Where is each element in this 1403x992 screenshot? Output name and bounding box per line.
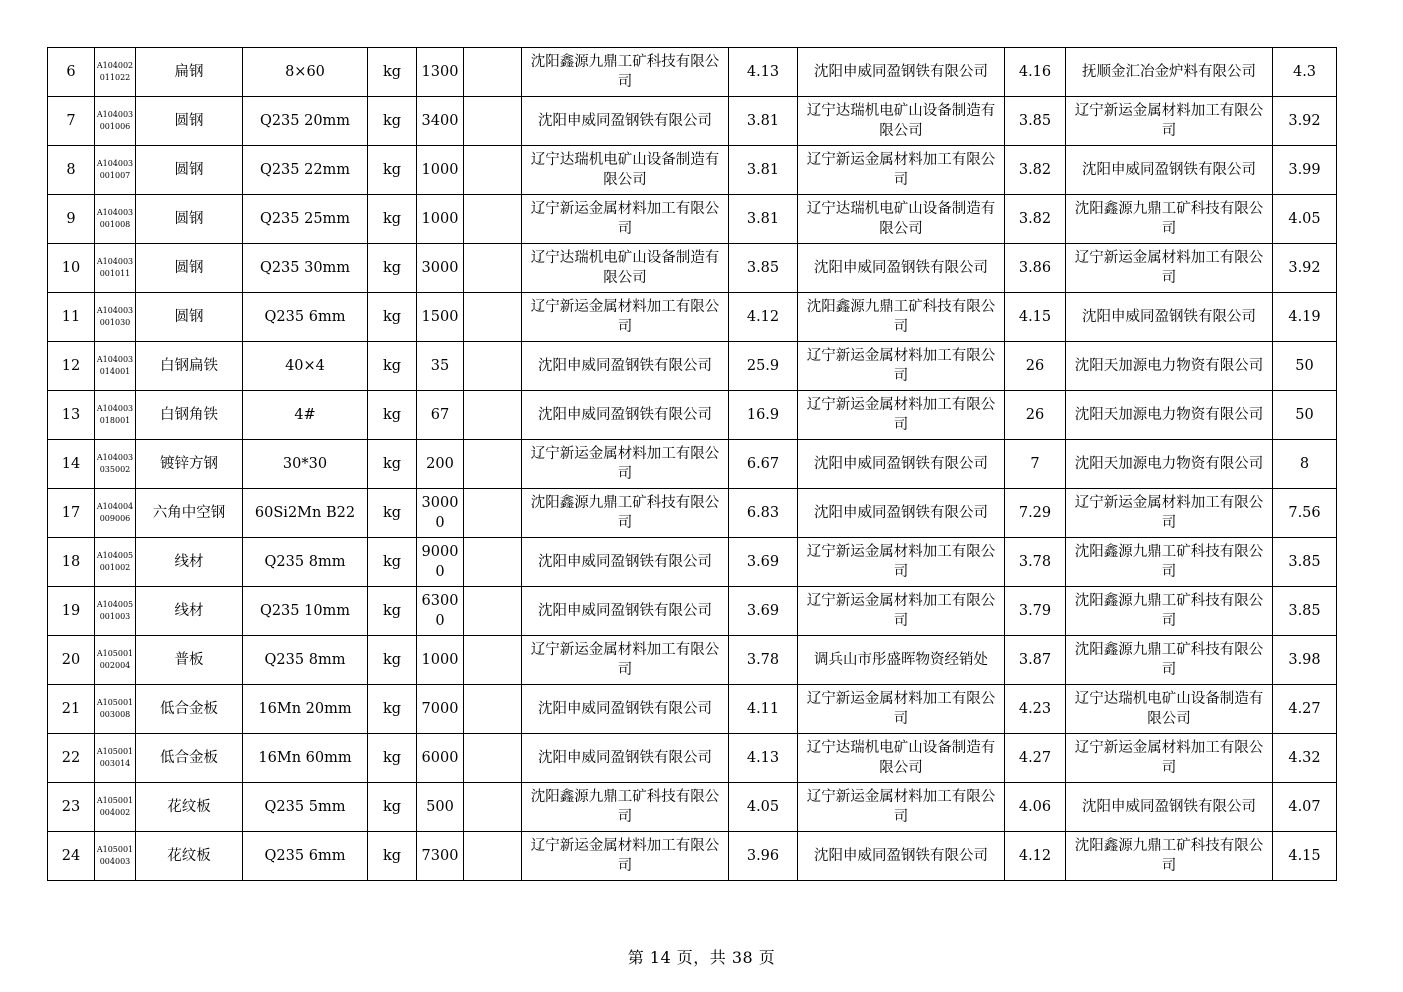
unit-cell: kg bbox=[368, 293, 417, 342]
item-code-cell: A104003035002 bbox=[95, 440, 136, 489]
item-name-cell: 花纹板 bbox=[136, 832, 243, 881]
price-3-cell: 4.32 bbox=[1273, 734, 1337, 783]
empty-cell bbox=[464, 832, 522, 881]
spec-cell: Q235 8mm bbox=[243, 538, 368, 587]
unit-cell: kg bbox=[368, 440, 417, 489]
price-1-cell: 3.81 bbox=[729, 146, 798, 195]
supplier-3-cell: 辽宁新运金属材料加工有限公司 bbox=[1066, 244, 1273, 293]
spec-cell: 40×4 bbox=[243, 342, 368, 391]
price-3-cell: 3.85 bbox=[1273, 587, 1337, 636]
table-row bbox=[48, 734, 1337, 783]
empty-cell bbox=[464, 538, 522, 587]
supplier-1-cell: 辽宁新运金属材料加工有限公司 bbox=[522, 832, 729, 881]
price-1-cell: 3.81 bbox=[729, 97, 798, 146]
item-name-cell: 圆钢 bbox=[136, 195, 243, 244]
price-1-cell: 6.67 bbox=[729, 440, 798, 489]
page-number: 第 14 页，共 38 页 bbox=[627, 948, 776, 967]
supplier-3-cell: 抚顺金汇冶金炉料有限公司 bbox=[1066, 48, 1273, 97]
item-name-cell: 镀锌方钢 bbox=[136, 440, 243, 489]
price-3-cell: 4.19 bbox=[1273, 293, 1337, 342]
price-3-cell: 8 bbox=[1273, 440, 1337, 489]
item-name-cell: 低合金板 bbox=[136, 685, 243, 734]
supplier-2-cell: 辽宁新运金属材料加工有限公司 bbox=[798, 783, 1005, 832]
price-1-cell: 25.9 bbox=[729, 342, 798, 391]
supplier-3-cell: 沈阳天加源电力物资有限公司 bbox=[1066, 391, 1273, 440]
supplier-3-cell: 辽宁达瑞机电矿山设备制造有限公司 bbox=[1066, 685, 1273, 734]
item-name-cell: 低合金板 bbox=[136, 734, 243, 783]
price-2-cell: 3.78 bbox=[1005, 538, 1066, 587]
empty-cell bbox=[464, 489, 522, 538]
price-1-cell: 3.81 bbox=[729, 195, 798, 244]
table-row bbox=[48, 342, 1337, 391]
row-number-cell: 7 bbox=[48, 97, 95, 146]
row-number-cell: 24 bbox=[48, 832, 95, 881]
supplier-3-cell: 沈阳天加源电力物资有限公司 bbox=[1066, 342, 1273, 391]
quantity-cell: 7300 bbox=[417, 832, 464, 881]
price-2-cell: 3.86 bbox=[1005, 244, 1066, 293]
spec-cell: Q235 5mm bbox=[243, 783, 368, 832]
empty-cell bbox=[464, 734, 522, 783]
supplier-2-cell: 沈阳申威同盈钢铁有限公司 bbox=[798, 48, 1005, 97]
price-3-cell: 50 bbox=[1273, 342, 1337, 391]
price-2-cell: 4.06 bbox=[1005, 783, 1066, 832]
table-row bbox=[48, 195, 1337, 244]
table-row bbox=[48, 293, 1337, 342]
supplier-3-cell: 沈阳鑫源九鼎工矿科技有限公司 bbox=[1066, 636, 1273, 685]
quantity-cell: 500 bbox=[417, 783, 464, 832]
item-name-cell: 白钢扁铁 bbox=[136, 342, 243, 391]
quantity-cell: 1000 bbox=[417, 636, 464, 685]
row-number-cell: 14 bbox=[48, 440, 95, 489]
spec-cell: 4# bbox=[243, 391, 368, 440]
supplier-1-cell: 沈阳鑫源九鼎工矿科技有限公司 bbox=[522, 48, 729, 97]
table-row bbox=[48, 636, 1337, 685]
item-code-cell: A104005001002 bbox=[95, 538, 136, 587]
price-2-cell: 3.85 bbox=[1005, 97, 1066, 146]
supplier-2-cell: 辽宁新运金属材料加工有限公司 bbox=[798, 538, 1005, 587]
price-2-cell: 26 bbox=[1005, 342, 1066, 391]
quantity-cell: 7000 bbox=[417, 685, 464, 734]
price-2-cell: 4.23 bbox=[1005, 685, 1066, 734]
price-3-cell: 50 bbox=[1273, 391, 1337, 440]
supplier-1-cell: 辽宁新运金属材料加工有限公司 bbox=[522, 636, 729, 685]
spec-cell: 60Si2Mn B22 bbox=[243, 489, 368, 538]
price-1-cell: 3.69 bbox=[729, 587, 798, 636]
table-row bbox=[48, 538, 1337, 587]
spec-cell: 8×60 bbox=[243, 48, 368, 97]
price-3-cell: 3.99 bbox=[1273, 146, 1337, 195]
quantity-cell: 1500 bbox=[417, 293, 464, 342]
unit-cell: kg bbox=[368, 685, 417, 734]
item-code-cell: A104003001011 bbox=[95, 244, 136, 293]
row-number-cell: 23 bbox=[48, 783, 95, 832]
item-name-cell: 线材 bbox=[136, 587, 243, 636]
quantity-cell: 67 bbox=[417, 391, 464, 440]
unit-cell: kg bbox=[368, 636, 417, 685]
supplier-3-cell: 沈阳天加源电力物资有限公司 bbox=[1066, 440, 1273, 489]
item-code-cell: A104005001003 bbox=[95, 587, 136, 636]
unit-cell: kg bbox=[368, 832, 417, 881]
unit-cell: kg bbox=[368, 391, 417, 440]
quantity-cell: 63000 bbox=[417, 587, 464, 636]
quantity-cell: 35 bbox=[417, 342, 464, 391]
table-row bbox=[48, 587, 1337, 636]
item-code-cell: A104003001007 bbox=[95, 146, 136, 195]
item-code-cell: A105001004003 bbox=[95, 832, 136, 881]
row-number-cell: 12 bbox=[48, 342, 95, 391]
empty-cell bbox=[464, 685, 522, 734]
supplier-1-cell: 沈阳申威同盈钢铁有限公司 bbox=[522, 685, 729, 734]
row-number-cell: 6 bbox=[48, 48, 95, 97]
supplier-2-cell: 辽宁新运金属材料加工有限公司 bbox=[798, 146, 1005, 195]
empty-cell bbox=[464, 391, 522, 440]
supplier-1-cell: 沈阳鑫源九鼎工矿科技有限公司 bbox=[522, 783, 729, 832]
item-code-cell: A104003014001 bbox=[95, 342, 136, 391]
supplier-3-cell: 沈阳鑫源九鼎工矿科技有限公司 bbox=[1066, 538, 1273, 587]
price-3-cell: 4.05 bbox=[1273, 195, 1337, 244]
price-2-cell: 4.15 bbox=[1005, 293, 1066, 342]
supplier-2-cell: 沈阳申威同盈钢铁有限公司 bbox=[798, 489, 1005, 538]
item-code-cell: A104003018001 bbox=[95, 391, 136, 440]
item-name-cell: 圆钢 bbox=[136, 146, 243, 195]
supplier-1-cell: 沈阳申威同盈钢铁有限公司 bbox=[522, 734, 729, 783]
spec-cell: 16Mn 20mm bbox=[243, 685, 368, 734]
price-3-cell: 4.27 bbox=[1273, 685, 1337, 734]
supplier-3-cell: 沈阳申威同盈钢铁有限公司 bbox=[1066, 293, 1273, 342]
item-name-cell: 普板 bbox=[136, 636, 243, 685]
table-row bbox=[48, 832, 1337, 881]
unit-cell: kg bbox=[368, 244, 417, 293]
supplier-2-cell: 辽宁新运金属材料加工有限公司 bbox=[798, 587, 1005, 636]
row-number-cell: 9 bbox=[48, 195, 95, 244]
row-number-cell: 13 bbox=[48, 391, 95, 440]
empty-cell bbox=[464, 244, 522, 293]
supplier-1-cell: 沈阳申威同盈钢铁有限公司 bbox=[522, 587, 729, 636]
supplier-1-cell: 沈阳申威同盈钢铁有限公司 bbox=[522, 342, 729, 391]
price-2-cell: 3.79 bbox=[1005, 587, 1066, 636]
supplier-1-cell: 辽宁达瑞机电矿山设备制造有限公司 bbox=[522, 146, 729, 195]
empty-cell bbox=[464, 293, 522, 342]
empty-cell bbox=[464, 783, 522, 832]
empty-cell bbox=[464, 342, 522, 391]
supplier-3-cell: 沈阳鑫源九鼎工矿科技有限公司 bbox=[1066, 195, 1273, 244]
supplier-2-cell: 沈阳申威同盈钢铁有限公司 bbox=[798, 440, 1005, 489]
item-name-cell: 花纹板 bbox=[136, 783, 243, 832]
unit-cell: kg bbox=[368, 538, 417, 587]
item-code-cell: A105001004002 bbox=[95, 783, 136, 832]
supplier-2-cell: 辽宁达瑞机电矿山设备制造有限公司 bbox=[798, 97, 1005, 146]
quantity-cell: 30000 bbox=[417, 489, 464, 538]
table-row bbox=[48, 489, 1337, 538]
row-number-cell: 20 bbox=[48, 636, 95, 685]
price-2-cell: 4.12 bbox=[1005, 832, 1066, 881]
item-name-cell: 圆钢 bbox=[136, 244, 243, 293]
table-row bbox=[48, 440, 1337, 489]
row-number-cell: 11 bbox=[48, 293, 95, 342]
quantity-cell: 200 bbox=[417, 440, 464, 489]
price-1-cell: 3.85 bbox=[729, 244, 798, 293]
empty-cell bbox=[464, 146, 522, 195]
price-2-cell: 3.82 bbox=[1005, 195, 1066, 244]
spec-cell: Q235 22mm bbox=[243, 146, 368, 195]
quantity-cell: 1000 bbox=[417, 146, 464, 195]
table-row bbox=[48, 244, 1337, 293]
price-3-cell: 3.98 bbox=[1273, 636, 1337, 685]
price-3-cell: 3.92 bbox=[1273, 244, 1337, 293]
price-3-cell: 4.07 bbox=[1273, 783, 1337, 832]
row-number-cell: 10 bbox=[48, 244, 95, 293]
quantity-cell: 90000 bbox=[417, 538, 464, 587]
price-3-cell: 3.92 bbox=[1273, 97, 1337, 146]
item-name-cell: 线材 bbox=[136, 538, 243, 587]
price-2-cell: 7 bbox=[1005, 440, 1066, 489]
table-row bbox=[48, 783, 1337, 832]
unit-cell: kg bbox=[368, 48, 417, 97]
quantity-cell: 3000 bbox=[417, 244, 464, 293]
price-3-cell: 4.15 bbox=[1273, 832, 1337, 881]
supplier-3-cell: 沈阳鑫源九鼎工矿科技有限公司 bbox=[1066, 587, 1273, 636]
supplier-2-cell: 沈阳鑫源九鼎工矿科技有限公司 bbox=[798, 293, 1005, 342]
item-name-cell: 六角中空钢 bbox=[136, 489, 243, 538]
supplier-2-cell: 辽宁达瑞机电矿山设备制造有限公司 bbox=[798, 734, 1005, 783]
supplier-1-cell: 辽宁新运金属材料加工有限公司 bbox=[522, 195, 729, 244]
spec-cell: Q235 30mm bbox=[243, 244, 368, 293]
price-2-cell: 7.29 bbox=[1005, 489, 1066, 538]
table-row bbox=[48, 97, 1337, 146]
unit-cell: kg bbox=[368, 734, 417, 783]
quantity-cell: 1000 bbox=[417, 195, 464, 244]
price-2-cell: 26 bbox=[1005, 391, 1066, 440]
supplier-1-cell: 沈阳申威同盈钢铁有限公司 bbox=[522, 538, 729, 587]
item-name-cell: 白钢角铁 bbox=[136, 391, 243, 440]
price-2-cell: 4.16 bbox=[1005, 48, 1066, 97]
unit-cell: kg bbox=[368, 97, 417, 146]
supplier-3-cell: 辽宁新运金属材料加工有限公司 bbox=[1066, 734, 1273, 783]
table-body bbox=[48, 48, 1337, 881]
price-3-cell: 3.85 bbox=[1273, 538, 1337, 587]
item-name-cell: 圆钢 bbox=[136, 293, 243, 342]
spec-cell: Q235 6mm bbox=[243, 832, 368, 881]
item-code-cell: A105001003008 bbox=[95, 685, 136, 734]
table-row bbox=[48, 391, 1337, 440]
supplier-2-cell: 沈阳申威同盈钢铁有限公司 bbox=[798, 832, 1005, 881]
row-number-cell: 18 bbox=[48, 538, 95, 587]
price-1-cell: 3.78 bbox=[729, 636, 798, 685]
price-1-cell: 4.12 bbox=[729, 293, 798, 342]
row-number-cell: 17 bbox=[48, 489, 95, 538]
supplier-1-cell: 辽宁新运金属材料加工有限公司 bbox=[522, 293, 729, 342]
price-3-cell: 7.56 bbox=[1273, 489, 1337, 538]
supplier-1-cell: 沈阳申威同盈钢铁有限公司 bbox=[522, 391, 729, 440]
unit-cell: kg bbox=[368, 489, 417, 538]
spec-cell: 30*30 bbox=[243, 440, 368, 489]
item-code-cell: A104002011022 bbox=[95, 48, 136, 97]
price-1-cell: 4.05 bbox=[729, 783, 798, 832]
spec-cell: Q235 20mm bbox=[243, 97, 368, 146]
price-1-cell: 16.9 bbox=[729, 391, 798, 440]
quotation-table bbox=[47, 47, 1337, 881]
supplier-1-cell: 沈阳申威同盈钢铁有限公司 bbox=[522, 97, 729, 146]
price-1-cell: 3.96 bbox=[729, 832, 798, 881]
empty-cell bbox=[464, 195, 522, 244]
item-code-cell: A105001002004 bbox=[95, 636, 136, 685]
price-2-cell: 3.82 bbox=[1005, 146, 1066, 195]
supplier-2-cell: 辽宁新运金属材料加工有限公司 bbox=[798, 685, 1005, 734]
item-code-cell: A104003001008 bbox=[95, 195, 136, 244]
supplier-3-cell: 辽宁新运金属材料加工有限公司 bbox=[1066, 489, 1273, 538]
spec-cell: 16Mn 60mm bbox=[243, 734, 368, 783]
supplier-2-cell: 调兵山市彤盛晖物资经销处 bbox=[798, 636, 1005, 685]
row-number-cell: 21 bbox=[48, 685, 95, 734]
quantity-cell: 1300 bbox=[417, 48, 464, 97]
supplier-1-cell: 辽宁达瑞机电矿山设备制造有限公司 bbox=[522, 244, 729, 293]
supplier-3-cell: 沈阳申威同盈钢铁有限公司 bbox=[1066, 783, 1273, 832]
item-name-cell: 扁钢 bbox=[136, 48, 243, 97]
quantity-cell: 3400 bbox=[417, 97, 464, 146]
price-1-cell: 4.13 bbox=[729, 734, 798, 783]
unit-cell: kg bbox=[368, 587, 417, 636]
item-name-cell: 圆钢 bbox=[136, 97, 243, 146]
item-code-cell: A104003001006 bbox=[95, 97, 136, 146]
row-number-cell: 19 bbox=[48, 587, 95, 636]
supplier-2-cell: 沈阳申威同盈钢铁有限公司 bbox=[798, 244, 1005, 293]
row-number-cell: 8 bbox=[48, 146, 95, 195]
empty-cell bbox=[464, 587, 522, 636]
supplier-1-cell: 沈阳鑫源九鼎工矿科技有限公司 bbox=[522, 489, 729, 538]
price-1-cell: 4.11 bbox=[729, 685, 798, 734]
row-number-cell: 22 bbox=[48, 734, 95, 783]
supplier-2-cell: 辽宁达瑞机电矿山设备制造有限公司 bbox=[798, 195, 1005, 244]
supplier-3-cell: 辽宁新运金属材料加工有限公司 bbox=[1066, 97, 1273, 146]
empty-cell bbox=[464, 48, 522, 97]
supplier-2-cell: 辽宁新运金属材料加工有限公司 bbox=[798, 391, 1005, 440]
price-2-cell: 4.27 bbox=[1005, 734, 1066, 783]
empty-cell bbox=[464, 440, 522, 489]
item-code-cell: A105001003014 bbox=[95, 734, 136, 783]
unit-cell: kg bbox=[368, 195, 417, 244]
quantity-cell: 6000 bbox=[417, 734, 464, 783]
item-code-cell: A104003001030 bbox=[95, 293, 136, 342]
empty-cell bbox=[464, 636, 522, 685]
empty-cell bbox=[464, 97, 522, 146]
price-2-cell: 3.87 bbox=[1005, 636, 1066, 685]
price-1-cell: 6.83 bbox=[729, 489, 798, 538]
spec-cell: Q235 10mm bbox=[243, 587, 368, 636]
supplier-3-cell: 沈阳申威同盈钢铁有限公司 bbox=[1066, 146, 1273, 195]
item-code-cell: A104004009006 bbox=[95, 489, 136, 538]
price-1-cell: 4.13 bbox=[729, 48, 798, 97]
spec-cell: Q235 8mm bbox=[243, 636, 368, 685]
table-row bbox=[48, 685, 1337, 734]
table-row bbox=[48, 48, 1337, 97]
supplier-1-cell: 辽宁新运金属材料加工有限公司 bbox=[522, 440, 729, 489]
price-1-cell: 3.69 bbox=[729, 538, 798, 587]
supplier-2-cell: 辽宁新运金属材料加工有限公司 bbox=[798, 342, 1005, 391]
unit-cell: kg bbox=[368, 342, 417, 391]
spec-cell: Q235 25mm bbox=[243, 195, 368, 244]
unit-cell: kg bbox=[368, 146, 417, 195]
unit-cell: kg bbox=[368, 783, 417, 832]
table-row bbox=[48, 146, 1337, 195]
price-3-cell: 4.3 bbox=[1273, 48, 1337, 97]
spec-cell: Q235 6mm bbox=[243, 293, 368, 342]
supplier-3-cell: 沈阳鑫源九鼎工矿科技有限公司 bbox=[1066, 832, 1273, 881]
